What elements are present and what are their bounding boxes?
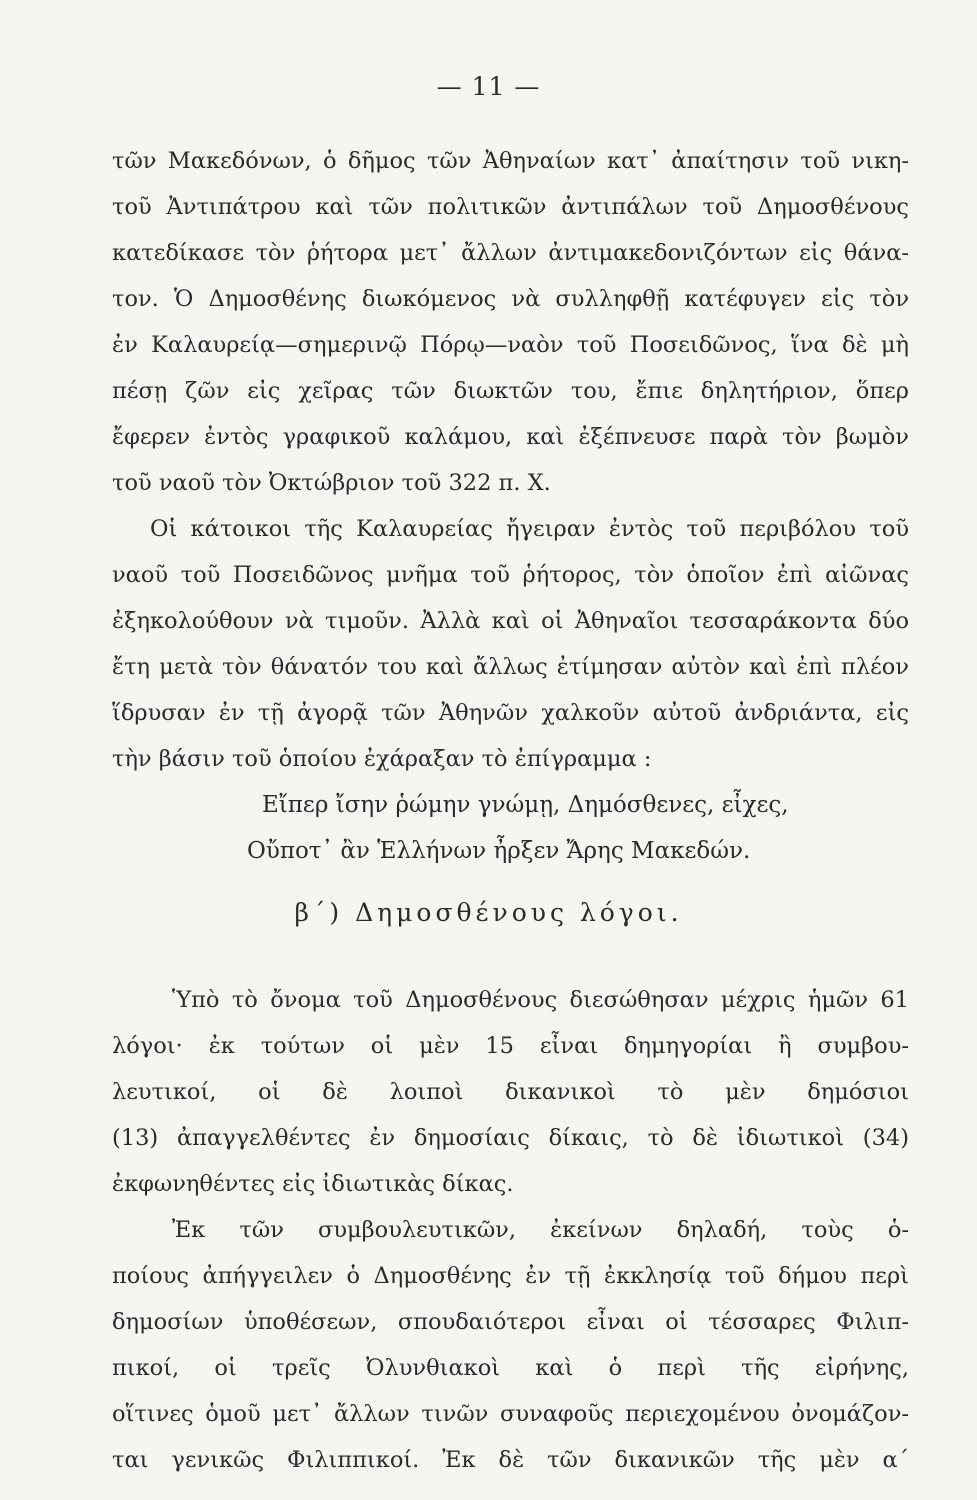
- text-line: τοῦ ναοῦ τὸν Ὀκτώβριον τοῦ 322 π. Χ.: [112, 470, 551, 496]
- epigram-verse: Εἴπερ ἴσην ῥώμην γνώμῃ, Δημόσθενες, εἶχες,: [262, 792, 789, 818]
- text-line: ναοῦ τοῦ Ποσειδῶνος μνῆμα τοῦ ῥήτορος, τὸν ὁποῖον ἐπὶ αἰῶνας: [112, 562, 909, 588]
- text-line: ποίους ἀπήγγειλεν ὁ Δημοσθένης ἐν τῇ ἐκκλησίᾳ τοῦ δήμου περὶ: [112, 1263, 909, 1289]
- text-line: τον. Ὁ Δημοσθένης διωκόμενος νὰ συλληφθῇ κατέφυγεν εἰς τὸν: [112, 286, 909, 312]
- text-line: (13) ἀπαγγελθέντες ἐν δημοσίαις δίκαις, τὸ δὲ ἰδιωτικοὶ (34): [112, 1125, 909, 1151]
- text-line: τὴν βάσιν τοῦ ὁποίου ἐχάραξαν τὸ ἐπίγραμμα :: [112, 746, 652, 772]
- text-line: πέσῃ ζῶν εἰς χεῖρας τῶν διωκτῶν του, ἔπιε δηλητήριον, ὅπερ: [112, 378, 909, 404]
- text-line: κατεδίκασε τὸν ῥήτορα μετ᾽ ἄλλων ἀντιμακεδονιζόντων εἰς θάνα-: [112, 240, 909, 266]
- text-line: λευτικοί, οἱ δὲ λοιποὶ δικανικοὶ τὸ μὲν δημόσιοι: [112, 1079, 909, 1105]
- text-line: Ἐκ τῶν συμβουλευτικῶν, ἐκείνων δηλαδή, τοὺς ὁ-: [172, 1217, 909, 1243]
- page-number: — 11 —: [436, 72, 541, 101]
- epigram-verse: Οὔποτ᾽ ἂν Ἑλλήνων ἦρξεν Ἄρης Μακεδών.: [247, 838, 751, 864]
- text-line: ἐξηκολούθουν νὰ τιμοῦν. Ἀλλὰ καὶ οἱ Ἀθηναῖοι τεσσαράκοντα δύο: [112, 608, 909, 634]
- text-line: ἵδρυσαν ἐν τῇ ἀγορᾷ τῶν Ἀθηνῶν χαλκοῦν αὐτοῦ ἀνδριάντα, εἰς: [112, 700, 909, 726]
- text-line: δημοσίων ὑποθέσεων, σπουδαιότεροι εἶναι οἱ τέσσαρες Φιλιπ-: [112, 1309, 909, 1335]
- text-line: πικοί, οἱ τρεῖς Ὀλυνθιακοὶ καὶ ὁ περὶ τῆς εἰρήνης,: [112, 1355, 909, 1381]
- text-line: Ὑπὸ τὸ ὄνομα τοῦ Δημοσθένους διεσώθησαν μέχρις ἡμῶν 61: [172, 987, 909, 1013]
- section-heading: β΄) Δημοσθένους λόγοι.: [294, 898, 683, 927]
- text-line: ἔφερεν ἐντὸς γραφικοῦ καλάμου, καὶ ἐξέπνευσε παρὰ τὸν βωμὸν: [112, 424, 909, 450]
- text-line: ἔτη μετὰ τὸν θάνατόν του καὶ ἄλλως ἐτίμησαν αὐτὸν καὶ ἐπὶ πλέον: [112, 654, 909, 680]
- text-line: τῶν Μακεδόνων, ὁ δῆμος τῶν Ἀθηναίων κατ᾽ ἀπαίτησιν τοῦ νικη-: [112, 148, 909, 174]
- text-line: λόγοι· ἐκ τούτων οἱ μὲν 15 εἶναι δημηγορίαι ἢ συμβου-: [112, 1033, 909, 1059]
- text-line: οἵτινες ὁμοῦ μετ᾽ ἄλλων τινῶν συναφοῦς περιεχομένου ὀνομάζον-: [112, 1401, 909, 1427]
- text-line: ται γενικῶς Φιλιππικοί. Ἐκ δὲ τῶν δικανικῶν τῆς μὲν α΄: [112, 1447, 909, 1473]
- text-line: ἐν Καλαυρείᾳ—σημερινῷ Πόρῳ—ναὸν τοῦ Ποσειδῶνος, ἵνα δὲ μὴ: [112, 332, 909, 358]
- text-line: τοῦ Ἀντιπάτρου καὶ τῶν πολιτικῶν ἀντιπάλων τοῦ Δημοσθένους: [112, 194, 909, 220]
- text-line: Οἱ κάτοικοι τῆς Καλαυρείας ἤγειραν ἐντὸς τοῦ περιβόλου τοῦ: [150, 516, 909, 542]
- text-line: ἐκφωνηθέντες εἰς ἰδιωτικὰς δίκας.: [112, 1171, 514, 1197]
